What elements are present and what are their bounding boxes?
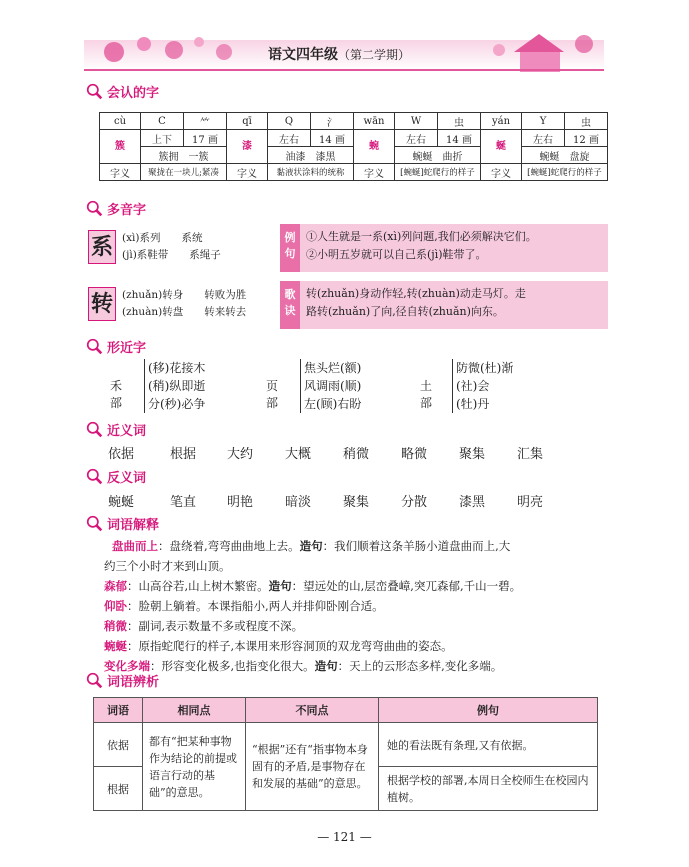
example-tag: 歌诀 xyxy=(280,281,300,329)
similar-items: (移)花接木 (稍)纵即逝 分(秒)必争 xyxy=(144,359,205,413)
column-header: 不同点 xyxy=(246,698,379,723)
list-item: 明亮 xyxy=(517,495,544,510)
big-char: 漆 xyxy=(227,130,268,164)
list-item: 略微 xyxy=(401,447,428,462)
list-item: 变化多端：形容变化极多,也指变化很大。造句：天上的云形态多样,变化多端。 xyxy=(104,659,503,673)
polyphone-box xyxy=(88,281,608,331)
section-title: 会认的字 xyxy=(107,86,160,101)
structure-cell: 上下 xyxy=(141,130,184,147)
table-cell: 根据 xyxy=(94,767,143,811)
page-number: — 121 — xyxy=(317,830,372,844)
example-line: ②小明五岁就可以自己系(jì)鞋带了。 xyxy=(306,248,487,261)
example-text xyxy=(300,224,608,272)
meaning-label: 字义 xyxy=(481,164,522,181)
meaning-cell: [蜿蜒]蛇爬行的样子 xyxy=(395,164,481,181)
big-char: 蜿 xyxy=(354,130,395,164)
section-similar xyxy=(86,337,146,356)
radical-cell: C xyxy=(141,113,184,130)
list-item: 盘曲而上：盘绕着,弯弯曲曲地上去。造句：我们顺着这条羊肠小道盘曲而上,大 xyxy=(112,539,511,553)
list-item: 稍微 xyxy=(343,447,370,462)
list-item: 大约 xyxy=(227,447,254,462)
section-polyphone xyxy=(86,199,146,218)
column-header: 相同点 xyxy=(143,698,246,723)
example-line: 路转(zhuǎn)了向,径自转(zhuǎn)向东。 xyxy=(306,305,504,318)
table-cell: 她的看法既有条理,又有依据。 xyxy=(379,723,598,767)
section-title: 反义词 xyxy=(107,471,147,486)
meaning-label: 字义 xyxy=(100,164,141,181)
pinyin-cell: qī xyxy=(227,113,268,130)
magnifier-icon xyxy=(86,200,103,217)
structure-cell: 左右 xyxy=(522,130,565,147)
list-item: 仰卧：脸朝上躺着。本课指船小,两人并排仰卧刚合适。 xyxy=(104,599,384,613)
table-cell: 根据学校的部署,本周日全校师生在校园内植树。 xyxy=(379,767,598,811)
list-item: 大概 xyxy=(285,447,312,462)
synonym-list xyxy=(108,443,557,462)
words-cell: 油漆 漆黑 xyxy=(268,147,354,164)
polyphone-box xyxy=(88,224,608,274)
stroke-icon-cell: 氵 xyxy=(311,113,354,130)
meaning-cell: 聚拢在一块儿;紧凑 xyxy=(141,164,227,181)
structure-cell: 左右 xyxy=(395,130,438,147)
radical-cell: Y xyxy=(522,113,565,130)
radical-cell: Q xyxy=(268,113,311,130)
meaning-label: 字义 xyxy=(227,164,268,181)
meaning-cell: [蜿蜒]蛇爬行的样子 xyxy=(522,164,608,181)
similar-radical: 禾部 xyxy=(110,379,123,410)
stroke-icon-cell: 虫 xyxy=(438,113,481,130)
words-cell: 簇拥 一簇 xyxy=(141,147,227,164)
structure-cell: 左右 xyxy=(268,130,311,147)
comparison-table xyxy=(93,697,598,811)
similar-radical: 土部 xyxy=(420,379,433,410)
magnifier-icon xyxy=(86,421,103,438)
list-item: 依据 xyxy=(108,447,135,462)
example-line: ①人生就是一系(xì)列问题,我们必须解决它们。 xyxy=(306,230,537,243)
example-tag: 例句 xyxy=(280,224,300,272)
stroke-icon-cell: 虫 xyxy=(565,113,608,130)
list-item: 蜿蜒 xyxy=(108,495,135,510)
polyphone-char: 转 xyxy=(88,287,116,321)
list-item: 暗淡 xyxy=(285,495,312,510)
section-title: 近义词 xyxy=(107,424,147,439)
radical-cell: W xyxy=(395,113,438,130)
list-item: 聚集 xyxy=(343,495,370,510)
column-header: 例句 xyxy=(379,698,598,723)
antonym-list xyxy=(108,491,557,510)
magnifier-icon xyxy=(86,672,103,689)
pinyin-cell: yán xyxy=(481,113,522,130)
words-cell: 蜿蜒 曲折 xyxy=(395,147,481,164)
polyphone-readings xyxy=(122,287,246,321)
strokes-cell: 14 画 xyxy=(438,130,481,147)
similar-items: 防微(杜)渐 (社)会 (牡)丹 xyxy=(452,359,513,413)
table-row xyxy=(94,698,598,723)
title-text: 语文四年级 xyxy=(268,47,338,63)
reading-line: (zhuǎn)转身 转败为胜 xyxy=(122,289,247,301)
list-item: 分散 xyxy=(401,495,428,510)
list-item-continuation: 约三个小时才来到山顶。 xyxy=(104,559,231,573)
magnifier-icon xyxy=(86,468,103,485)
similar-items: 焦头烂(额) 风调雨(顺) 左(顾)右盼 xyxy=(300,359,361,413)
pinyin-cell: cù xyxy=(100,113,141,130)
magnifier-icon xyxy=(86,83,103,100)
explanation-list xyxy=(104,536,609,676)
magnifier-icon xyxy=(86,338,103,355)
meaning-cell: 黏液状涂料的统称 xyxy=(268,164,354,181)
strokes-cell: 17 画 xyxy=(184,130,227,147)
table-cell: “根据”还有“指事物本身固有的矛盾,是事物存在和发展的基础”的意思。 xyxy=(246,723,379,811)
table-cell: 依据 xyxy=(94,723,143,767)
table-cell: 都有“把某种事物作为结论的前提或语言行动的基础”的意思。 xyxy=(143,723,246,811)
section-synonyms xyxy=(86,420,146,439)
list-item: 明艳 xyxy=(227,495,254,510)
list-item: 稍微：副词,表示数量不多或程度不深。 xyxy=(104,619,304,633)
reading-line: (jì)系鞋带 系绳子 xyxy=(122,249,221,261)
pinyin-cell: wān xyxy=(354,113,395,130)
example-text xyxy=(300,281,608,329)
section-explain xyxy=(86,514,159,533)
strokes-cell: 14 画 xyxy=(311,130,354,147)
stroke-icon-cell: ⺮ xyxy=(184,113,227,130)
section-recognize xyxy=(86,82,159,101)
example-line: 转(zhuǎn)身动作轻,转(zhuàn)动走马灯。走 xyxy=(306,287,526,300)
big-char: 蜒 xyxy=(481,130,522,164)
section-title: 多音字 xyxy=(107,203,147,218)
list-item: 根据 xyxy=(170,447,197,462)
list-item: 聚集 xyxy=(459,447,486,462)
char-table-row xyxy=(100,113,608,130)
page-title xyxy=(268,44,410,64)
subtitle-text: （第二学期） xyxy=(338,48,411,62)
column-header: 词语 xyxy=(94,698,143,723)
similar-radical: 页部 xyxy=(266,379,279,410)
list-item: 森郁：山高谷若,山上树木繁密。造句：望远处的山,层峦叠嶂,突兀森郁,千山一碧。 xyxy=(104,579,522,593)
char-table xyxy=(99,112,608,181)
list-item: 蜿蜒：原指蛇爬行的样子,本课用来形容洞顶的双龙弯弯曲曲的姿态。 xyxy=(104,639,453,653)
list-item: 汇集 xyxy=(517,447,544,462)
section-title: 词语解释 xyxy=(107,518,160,533)
section-title: 词语辨析 xyxy=(107,675,160,690)
words-cell: 蜿蜒 盘旋 xyxy=(522,147,608,164)
meaning-label: 字义 xyxy=(354,164,395,181)
section-title: 形近字 xyxy=(107,341,147,356)
magnifier-icon xyxy=(86,515,103,532)
strokes-cell: 12 画 xyxy=(565,130,608,147)
reading-line: (zhuàn)转盘 转来转去 xyxy=(122,306,247,318)
section-distinguish xyxy=(86,671,159,690)
table-row xyxy=(94,723,598,767)
list-item: 笔直 xyxy=(170,495,197,510)
section-antonyms xyxy=(86,467,146,486)
polyphone-char: 系 xyxy=(88,230,116,264)
list-item: 漆黑 xyxy=(459,495,486,510)
polyphone-readings xyxy=(122,230,221,264)
reading-line: (xì)系列 系统 xyxy=(122,232,203,244)
big-char: 簇 xyxy=(100,130,141,164)
